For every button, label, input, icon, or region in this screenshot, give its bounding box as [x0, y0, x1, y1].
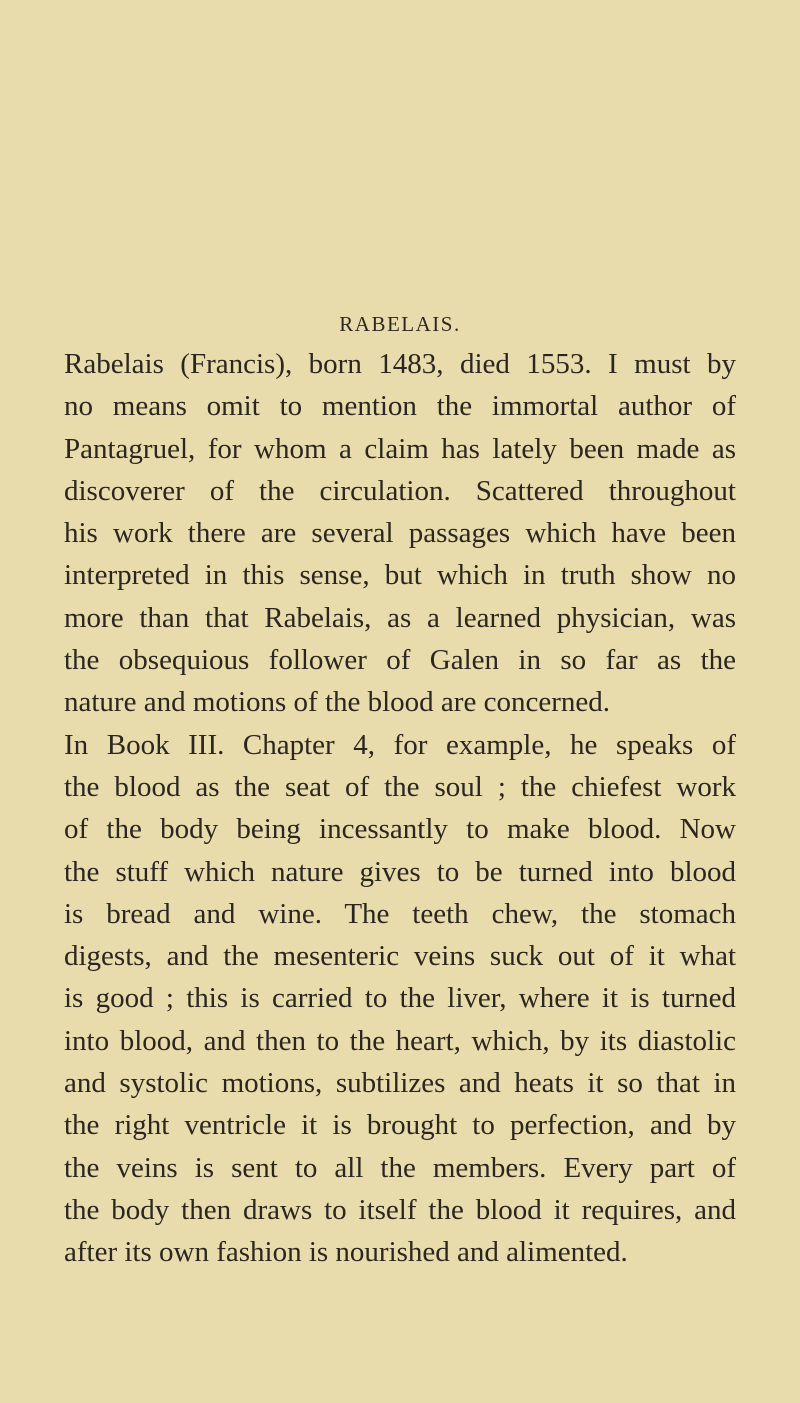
- text-line: Pantagruel, for whom a claim has lately been made as: [64, 432, 736, 465]
- text-line: digests, and the mesenteric veins suck out of it what: [64, 940, 736, 973]
- text-line: discoverer of the circulation. Scattered throughout: [64, 474, 736, 507]
- text-line: interpreted in this sense, but which in truth show no: [64, 559, 736, 592]
- text-line: and systolic motions, subtilizes and heats it so that in: [64, 1067, 736, 1100]
- text-line: more than that Rabelais, as a learned physician, was: [64, 601, 736, 634]
- text-line: no means omit to mention the immortal author of: [64, 390, 736, 423]
- text-line: is good ; this is carried to the liver, where it is turned: [64, 982, 736, 1015]
- page-heading: RABELAIS.: [339, 312, 461, 336]
- text-line: his work there are several passages which have been: [64, 517, 736, 550]
- text-line: In Book III. Chapter 4, for example, he speaks of: [64, 728, 736, 761]
- text-line: is bread and wine. The teeth chew, the stomach: [64, 897, 736, 930]
- text-line: after its own fashion is nourished and alimented.: [64, 1236, 628, 1269]
- text-line: Rabelais (Francis), born 1483, died 1553. I must by: [64, 348, 736, 380]
- text-line: the veins is sent to all the members. Every part of: [64, 1151, 736, 1184]
- text-line: the body then draws to itself the blood it requires, and: [64, 1193, 736, 1226]
- text-line: into blood, and then to the heart, which, by its diastolic: [64, 1024, 736, 1057]
- text-line: the right ventricle it is brought to perfection, and by: [64, 1109, 736, 1142]
- text-line: the obsequious follower of Galen in so far as the: [64, 644, 736, 677]
- text-line: the stuff which nature gives to be turned into blood: [64, 855, 736, 888]
- body-paragraph: [64, 343, 736, 1274]
- text-line: the blood as the seat of the soul ; the chiefest work: [64, 770, 736, 803]
- text-line: nature and motions of the blood are concerned.: [64, 686, 610, 719]
- text-line: of the body being incessantly to make blood. Now: [64, 813, 736, 846]
